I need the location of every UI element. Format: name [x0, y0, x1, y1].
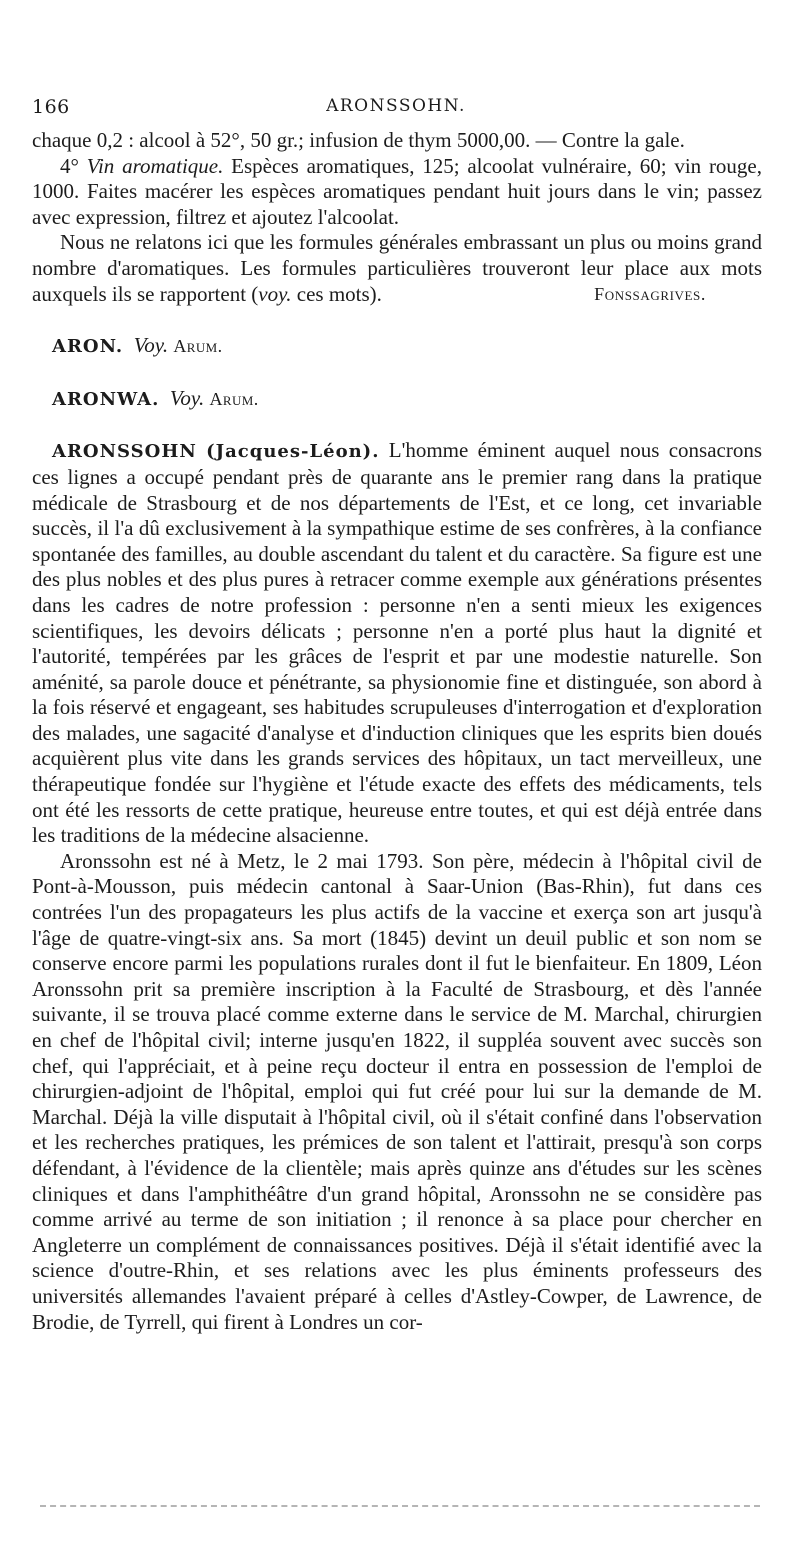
given-names: (Jacques-Léon).	[206, 441, 380, 463]
author-signature: Fonssagrives.	[594, 283, 706, 304]
paragraph-text: chaque 0,2 : alcool à 52°, 50 gr.; infusion de thym 5000,00. — Contre la gale.	[32, 128, 685, 152]
page-number: 166	[32, 96, 70, 118]
voy-italic: Voy.	[133, 333, 169, 358]
paragraph-text: Aronssohn est né à Metz, le 2 mai 1793. Son père, médecin à l'hôpital civil de Pont-à-Mousson, puis médecin cantonal à Saar-Union (Bas-Rhin), fut dans ces contrées l'un des propagateurs les plus actifs de la vaccine et exerça son art jusqu'à l'âge de quatre-vingt-six ans. Sa mort (1845) devint un deuil public et son nom se conserve encore parmi les populations rurales dont il fut le bienfaiteur. En 1809, Léon Aronssohn prit sa première inscription à la Faculté de Strasbourg, et dès l'année suivante, il se trouva placé comme externe dans le service de M. Marchal, chirurgien en chef de l'hôpital civil; interne jusqu'en 1822, il suppléa souvent avec succès son chef, qui l'appréciait, et à peine reçu docteur il entra en possession de l'emploi de chirurgien-adjoint de l'hôpital, emploi qui fut créé pour lui sur la demande de M. Marchal. Déjà la ville disputait à l'hôpital civil, où il s'était confiné dans l'observation et les recherches pratiques, les prémices de son talent et l'attirait, presqu'à son corps défendant, à l'évidence de la clientèle; mais après quinze ans d'études sur les scènes cliniques et dans l'amphithéâtre d'un grand hôpital, Aronssohn ne se considère pas comme arrivé au terme de son initiation ; il renonce à sa place pour chercher en Angleterre un complément de connaissances positives. Déjà il s'était identifié avec la science d'outre-Rhin, et ses relations avec les plus éminents professeurs des universités allemandes l'avaient préparé à celles d'Astley-Cowper, de Lawrence, de Brodie, de Tyrrell, qui firent à Londres un cor-	[32, 848, 762, 1334]
paragraph-gale	[32, 128, 762, 154]
entry-aronssohn	[32, 438, 762, 849]
paragraph-biography	[32, 849, 762, 1335]
running-title: ARONSSOHN.	[326, 96, 466, 116]
page-body	[32, 128, 762, 1335]
headword: ARONWA.	[52, 388, 160, 410]
cross-reference: Arum.	[209, 388, 259, 409]
paragraph-text: Nous ne relatons ici que les formules générales embrassant un plus ou moins grand nombre d'aromatiques. Les formules particulières trouveront leur place aux mots auxquels ils se rapportent (	[32, 230, 762, 306]
paragraph-text: Espèces aromatiques, 125; alcoolat vulnéraire, 60; vin rouge, 1000. Faites macérer les espèces aromatiques pendant huit jours dans le vin; passez avec expression, filtrez et ajoutez l'alcoolat.	[32, 153, 763, 229]
entry-aron	[32, 333, 762, 360]
entry-aronwa	[32, 386, 762, 413]
bottom-rule	[40, 1505, 760, 1507]
page-header	[32, 96, 760, 122]
item-title: Vin aromatique.	[86, 153, 224, 178]
paragraph-text: L'homme éminent auquel nous consacrons ces lignes a occupé pendant près de quarante ans le premier rang dans la pratique médicale de Strasbourg et de nos départements de l'Est, et ce long, cet invariable succès, il l'a dû exclusivement à la sympathique estime de ses confrères, à la confiance spontanée des familles, au double ascendant du talent et du caractère. Sa figure est une des plus nobles et des plus pures à retracer comme exemple aux générations présentes dans les cadres de notre profession : personne n'en a senti mieux les exigences scientifiques, les devoirs délicats ; personne n'en a porté plus haut la dignité et l'autorité, tempérées par les grâces de l'esprit et par une modestie naturelle. Son aménité, sa parole douce et pénétrante, sa physionomie fine et distinguée, son abord à la fois réservé et engageant, ses habitudes scrupuleuses d'interrogation et d'exploration des malades, une sagacité d'analyse et d'induction cliniques que les esprits bien doués acquièrent plus vite dans les grands services des hôpitaux, un tact merveilleux, une thérapeutique fondée sur l'hygiène et l'étude exacte des effets des médicaments, tels ont été les ressorts de cette pratique, heureuse entre toutes, et qui est déjà entrée dans les traditions de la médecine alsacienne.	[32, 438, 763, 848]
item-number: 4°	[60, 153, 87, 178]
paragraph-formules	[32, 230, 762, 307]
cross-reference: Arum.	[173, 336, 223, 357]
headword: ARONSSOHN	[52, 441, 197, 463]
paragraph-vin-aromatique	[32, 154, 762, 231]
voy-italic: Voy.	[169, 385, 205, 410]
headword: ARON.	[52, 336, 124, 358]
voy-italic: voy.	[258, 281, 292, 306]
paragraph-text: ces mots).	[291, 281, 382, 306]
